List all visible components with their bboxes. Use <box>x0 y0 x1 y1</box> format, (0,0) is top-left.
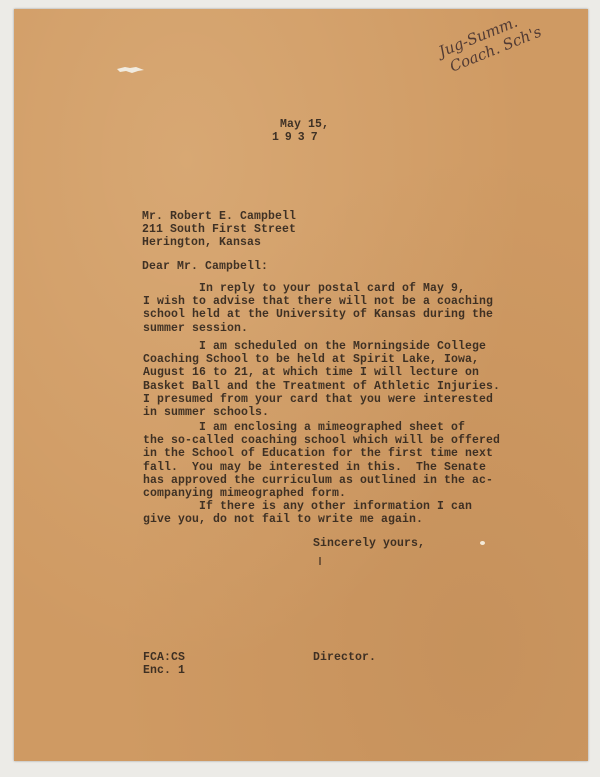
signer-title: Director. <box>313 651 377 664</box>
reference-initials: FCA:CS <box>143 651 186 664</box>
salutation: Dear Mr. Campbell: <box>142 260 269 273</box>
body-paragraph-2: I am scheduled on the Morningside College Coaching School to be held at Spirit Lake, Iowa, August 16 to 21, at which time I will lecture on Basket Ball and the Treatment of Athletic Injuries. I presumed from your card that you were interested in summer schools. <box>143 340 501 420</box>
paper-speck <box>480 541 485 545</box>
paper-tear-mark <box>116 66 146 74</box>
ink-mark <box>319 557 321 565</box>
complimentary-closing: Sincerely yours, <box>313 537 426 550</box>
date-line-year: 1937 <box>272 131 324 144</box>
body-paragraph-1: In reply to your postal card of May 9, I wish to advise that there will not be a coaching school held at the University of Kansas during the summer session. <box>143 282 494 335</box>
handwritten-note: Jug-Summ. Coach. Sch's <box>436 12 545 78</box>
recipient-address: Mr. Robert E. Campbell 211 South First Street Herington, Kansas <box>142 210 297 250</box>
body-paragraph-3: I am enclosing a mimeographed sheet of the so-called coaching school which will be offered in the School of Education for the first time next fall. You may be interested in this. The Senate has approved the curriculum as outlined in the ac- companying mimeographed form. <box>143 421 501 501</box>
body-paragraph-4: If there is any other information I can give you, do not fail to write me again. <box>143 500 473 527</box>
date-line-month-day: May 15, <box>280 118 330 131</box>
enclosure-note: Enc. 1 <box>143 664 186 677</box>
